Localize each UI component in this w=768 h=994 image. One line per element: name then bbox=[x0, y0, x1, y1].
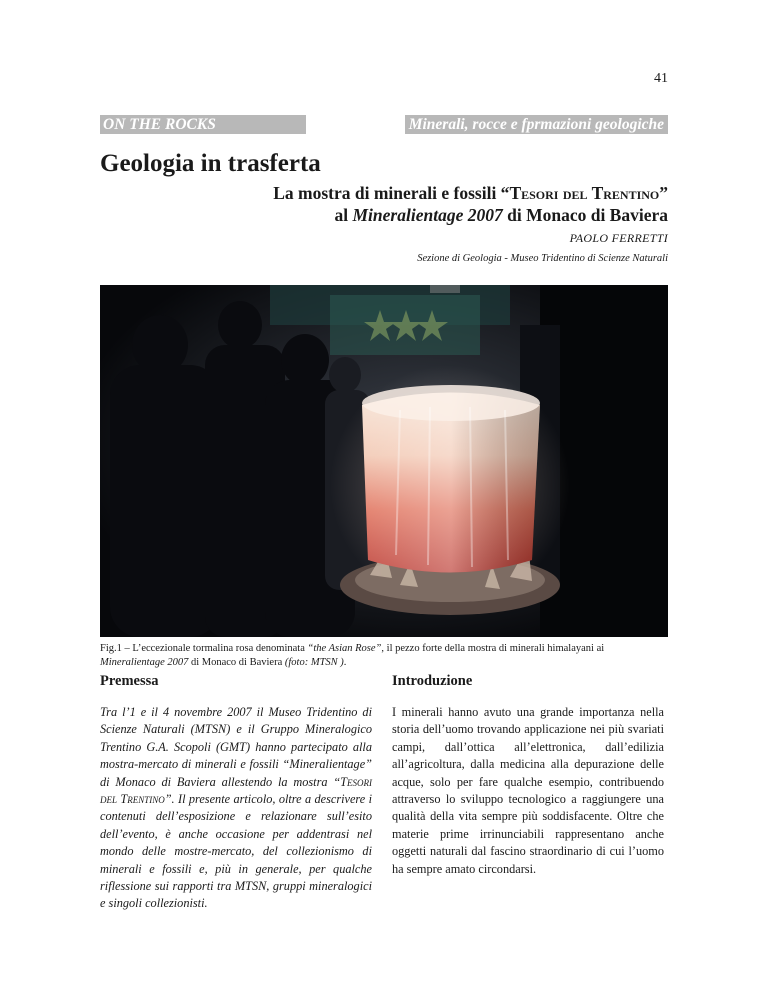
premessa-heading: Premessa bbox=[100, 673, 159, 689]
page-number: 41 bbox=[654, 71, 668, 86]
premessa-text: ”. Il presente articolo, oltre a descrivere i contenuti dell’esposizione e relazionare sull’esito dell’evento, è anche occasione per addentrasi nel mondo delle mostre-mercato, del collezionismo di minerali e fossili e, più in generale, per qualche riflessione sui rapporti tra MTSN, gruppi mineralogici e singoli collezionisti. bbox=[100, 792, 373, 911]
asian-rose-tourmaline-photo bbox=[100, 285, 668, 637]
subtitle-line-2 bbox=[273, 204, 668, 226]
caption-emphasis: “the Asian Rose” bbox=[307, 643, 382, 654]
introduzione-section bbox=[392, 673, 664, 878]
header-divider bbox=[306, 115, 405, 134]
figure-photo bbox=[100, 285, 668, 637]
exhibition-name: Tesori del Trentino bbox=[100, 774, 372, 807]
caption-emphasis: Mineralientage 2007 bbox=[100, 657, 189, 668]
author-name: PAOLO FERRETTI bbox=[569, 231, 668, 245]
introduzione-paragraph: I minerali hanno avuto una grande importanza nella storia dell’uomo trovando applicazione nei più svariati campi, dall’ottica all’elettronica, dall’edilizia all’agricoltura, dalla medicina alla depurazione delle acque, solo per fare qualche esempio, contribuendo attraverso lo sviluppo tecnologico a raggiungere una qualità della vita sempre più soddisfacente. Oltre che materie prime irrinunciabili rappresentano anche oggetti naturali dal fascino straordinario di cui l’uomo ha sempre amato circondarsi. bbox=[392, 705, 664, 876]
article-title: Geologia in trasferta bbox=[100, 150, 321, 177]
subtitle-text: al bbox=[334, 205, 353, 225]
exhibition-name: Tesori del Trentino bbox=[509, 183, 660, 203]
caption-text: , il pezzo forte della mostra di minerali himalayani ai bbox=[381, 643, 605, 654]
event-name: Mineralientage 2007 bbox=[352, 205, 503, 225]
subtitle-text: ” bbox=[659, 183, 668, 203]
introduzione-heading: Introduzione bbox=[392, 673, 473, 689]
premessa-section bbox=[100, 673, 372, 913]
caption-credit: (foto: MTSN ) bbox=[284, 657, 344, 668]
header-topic-label: Minerali, rocce e fprmazioni geologiche bbox=[405, 115, 668, 134]
running-header bbox=[100, 115, 668, 134]
author-affiliation: Sezione di Geologia - Museo Tridentino di Scienze Naturali bbox=[417, 253, 668, 264]
caption-text: di Monaco di Baviera bbox=[188, 657, 285, 668]
caption-text: . bbox=[343, 657, 347, 668]
subtitle-line-1 bbox=[273, 182, 668, 204]
caption-text: Fig.1 – L’eccezionale tormalina rosa denominata bbox=[100, 643, 308, 654]
header-section-label: ON THE ROCKS bbox=[100, 115, 306, 134]
premessa-paragraph bbox=[100, 704, 372, 913]
premessa-text: Tra l’1 e il 4 novembre 2007 il Museo Tridentino di Scienze Naturali (MTSN) e il Gruppo Mineralogico Trentino G.A. Scopoli (GMT) hanno partecipato alla mostra-mercato di minerali e fossili “Mineralientage” di Monaco di Baviera allestendo la mostra “ bbox=[100, 705, 372, 789]
figure-caption bbox=[100, 642, 668, 670]
article-subtitle bbox=[273, 182, 668, 226]
subtitle-text: La mostra di minerali e fossili “ bbox=[273, 183, 510, 203]
subtitle-text: di Monaco di Baviera bbox=[502, 205, 668, 225]
